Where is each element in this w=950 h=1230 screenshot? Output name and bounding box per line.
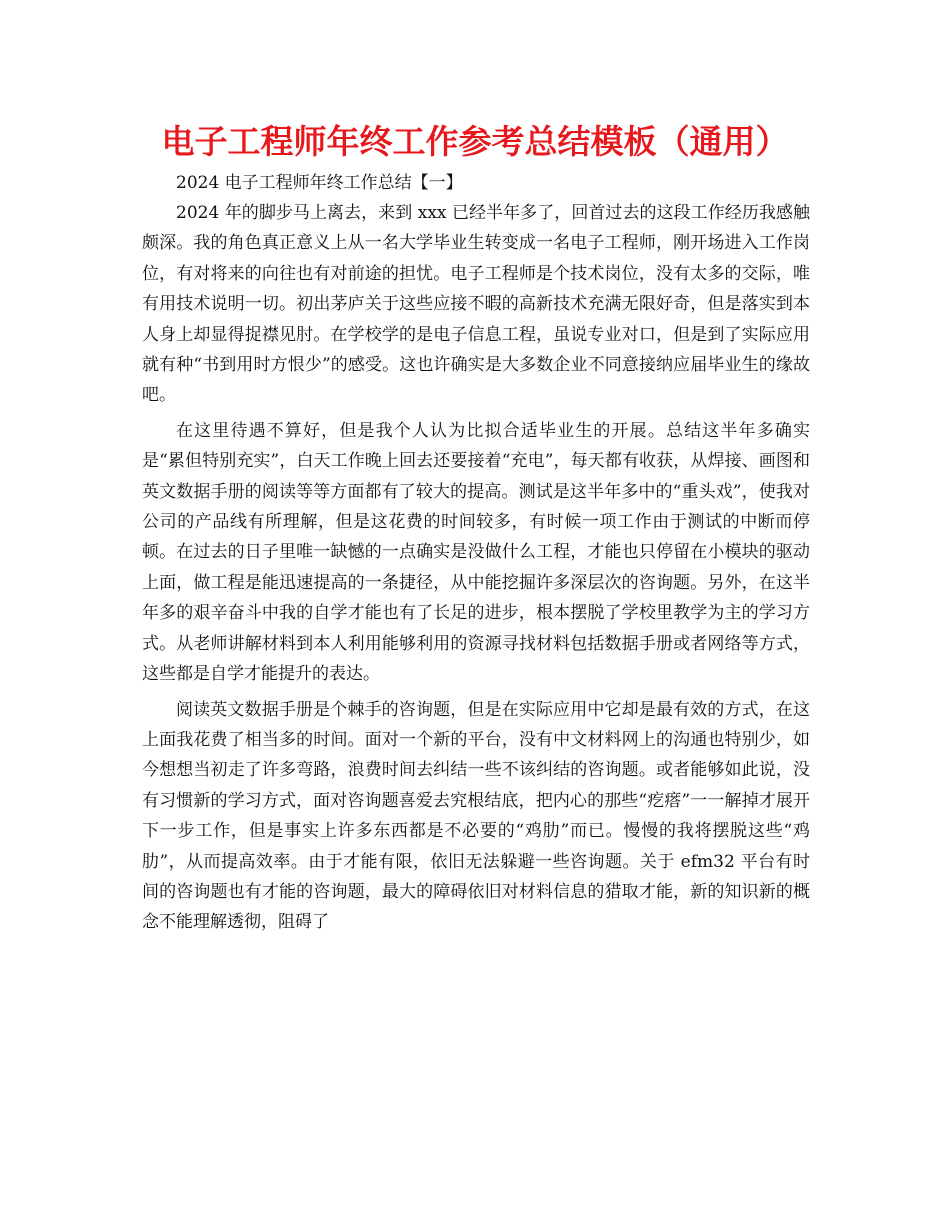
section-subheading: 2024 电子工程师年终工作总结【一】 (176, 173, 463, 193)
paragraph-2: 在这里待遇不算好，但是我个人认为比拟合适毕业生的开展。总结这半年多确实是“累但特别充实”，白天工作晚上回去还要接着“充电”，每天都有收获，从焊接、画图和英文数据手册的阅读等等方面都有了较大的提高。测试是这半年多中的“重头戏”，使我对公司的产品线有所理解，但是这花费的时间较多，有时候一项工作由于测试的中断而停顿。在过去的日子里唯一缺憾的一点确实是没做什么工程，才能也只停留在小模块的驱动上面，做工程是能迅速提高的一条捷径，从中能挖掘许多深层次的咨询题。另外，在这半年多的艰辛奋斗中我的自学才能也有了长足的进步，根本摆脱了学校里教学为主的学习方式。从老师讲解材料到本人利用能够利用的资源寻找材料包括数据手册或者网络等方式，这些都是自学才能提升的表达。 (142, 420, 810, 685)
document-title: 电子工程师年终工作参考总结模板（通用） (161, 122, 789, 161)
document-body (142, 168, 810, 943)
paragraph-1: 2024 年的脚步马上离去，来到 xxx 已经半年多了，回首过去的这段工作经历我感触颇深。我的角色真正意义上从一名大学毕业生转变成一名电子工程师，刚开场进入工作岗位，有对将来的向往也有对前途的担忧。电子工程师是个技术岗位，没有太多的交际，唯有用技术说明一切。初出茅庐关于这些应接不暇的高新技术充满无限好奇，但是落实到本人身上却显得捉襟见肘。在学校学的是电子信息工程，虽说专业对口，但是到了实际应用就有种“书到用时方恨少”的感受。这也许确实是大多数企业不同意接纳应届毕业生的缘故吧。 (142, 203, 810, 406)
paragraph-3: 阅读英文数据手册是个棘手的咨询题，但是在实际应用中它却是最有效的方式，在这上面我花费了相当多的时间。面对一个新的平台，没有中文材料网上的沟通也特别少，如今想想当初走了许多弯路，浪费时间去纠结一些不该纠结的咨询题。或者能够如此说，没有习惯新的学习方式，面对咨询题喜爱去究根结底，把内心的那些“疙瘩”一一解掉才展开下一步工作，但是事实上许多东西都是不必要的“鸡肋”而已。慢慢的我将摆脱这些“鸡肋”，从而提高效率。由于才能有限，依旧无法躲避一些咨询题。关于 efm32 平台有时间的咨询题也有才能的咨询题，最大的障碍依旧对材料信息的猎取才能，新的知识新的概念不能理解透彻，阻碍了 (142, 699, 810, 933)
